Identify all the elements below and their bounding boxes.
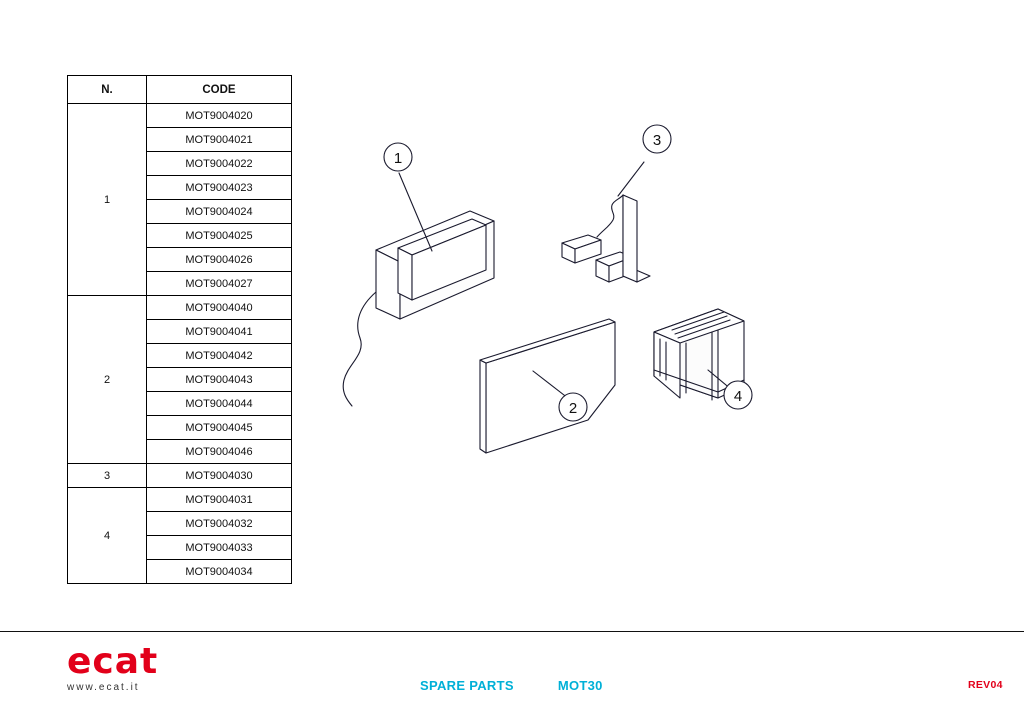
- table-header-row: [68, 76, 292, 104]
- logo-website-url: www.ecat.it: [67, 682, 140, 693]
- revision-label: REV04: [968, 679, 1003, 691]
- part-code-cell: MOT9004042: [147, 344, 292, 368]
- callout-3-label: 3: [652, 132, 662, 149]
- part-code-cell: MOT9004020: [147, 104, 292, 128]
- part-code-cell: MOT9004031: [147, 488, 292, 512]
- part-code-cell: MOT9004043: [147, 368, 292, 392]
- table-row: [68, 104, 292, 128]
- part-code-cell: MOT9004040: [147, 296, 292, 320]
- part-code-cell: MOT9004026: [147, 248, 292, 272]
- table-row: [68, 488, 292, 512]
- part-code-cell: MOT9004045: [147, 416, 292, 440]
- part-code-cell: MOT9004046: [147, 440, 292, 464]
- table-row: [68, 296, 292, 320]
- callout-2-label: 2: [568, 400, 578, 417]
- column-header-number: N.: [68, 76, 147, 104]
- callout-4-label: 4: [733, 388, 743, 405]
- part-code-cell: MOT9004032: [147, 512, 292, 536]
- part-code-cell: MOT9004022: [147, 152, 292, 176]
- part-number-cell: 4: [68, 488, 147, 584]
- logo-wordmark: ecat: [67, 641, 159, 682]
- part-code-cell: MOT9004021: [147, 128, 292, 152]
- part-code-cell: MOT9004025: [147, 224, 292, 248]
- part-code-cell: MOT9004034: [147, 560, 292, 584]
- callout-3: [643, 125, 671, 153]
- part-number-cell: 2: [68, 296, 147, 464]
- part-code-cell: MOT9004041: [147, 320, 292, 344]
- parts-code-table: [67, 75, 292, 584]
- part-2-panel: [480, 319, 615, 453]
- part-code-cell: MOT9004030: [147, 464, 292, 488]
- spare-parts-label: SPARE PARTS: [420, 678, 514, 693]
- model-label: MOT30: [557, 678, 603, 693]
- column-header-code: CODE: [147, 76, 292, 104]
- part-code-cell: MOT9004033: [147, 536, 292, 560]
- part-3-sensor: [562, 195, 650, 282]
- footer-center-labels: [420, 678, 720, 693]
- part-number-cell: 1: [68, 104, 147, 296]
- callout-2: [559, 393, 587, 421]
- callout-1-label: 1: [393, 150, 403, 167]
- exploded-view-drawing: [320, 80, 1010, 500]
- part-code-cell: MOT9004023: [147, 176, 292, 200]
- callout-4: [724, 381, 752, 409]
- part-code-cell: MOT9004024: [147, 200, 292, 224]
- part-number-cell: 3: [68, 464, 147, 488]
- part-1-assembly: [343, 211, 494, 406]
- callout-1: [384, 143, 412, 171]
- ecat-logo: [67, 641, 267, 693]
- part-code-cell: MOT9004044: [147, 392, 292, 416]
- part-code-cell: MOT9004027: [147, 272, 292, 296]
- table-row: [68, 464, 292, 488]
- footer-divider: [0, 631, 1024, 632]
